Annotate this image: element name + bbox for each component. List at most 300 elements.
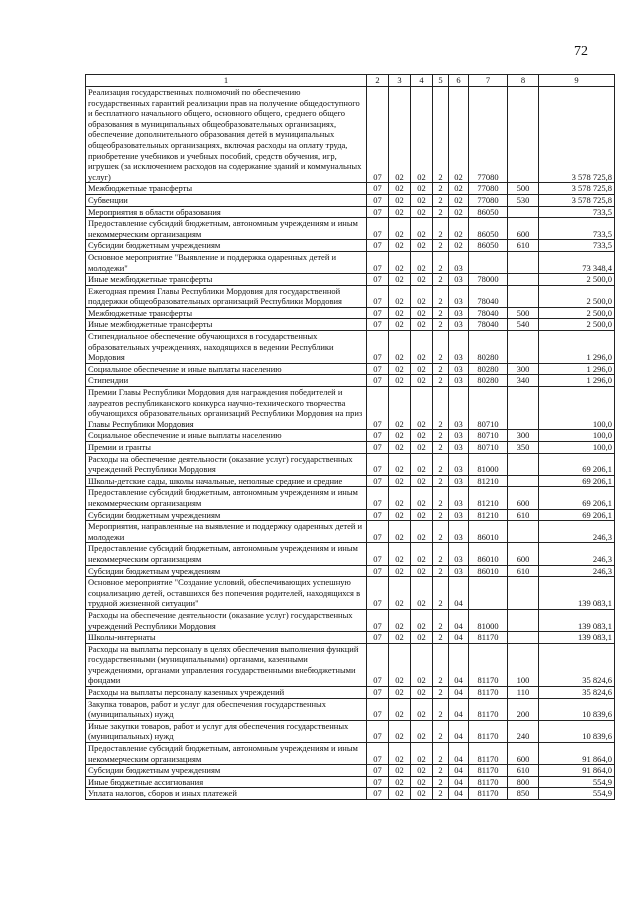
row-code-3: 02 xyxy=(389,319,411,331)
row-code-8 xyxy=(508,206,539,218)
row-code-3: 02 xyxy=(389,475,411,487)
row-code-5: 2 xyxy=(433,577,449,610)
row-code-4: 02 xyxy=(411,206,433,218)
row-amount: 100,0 xyxy=(539,430,615,442)
table-body xyxy=(86,87,615,800)
row-code-8 xyxy=(508,274,539,286)
row-code-8: 350 xyxy=(508,442,539,454)
row-code-3: 02 xyxy=(389,387,411,430)
table-row xyxy=(86,87,615,183)
row-code-7: 81170 xyxy=(469,687,508,699)
header-cell: 7 xyxy=(469,75,508,87)
row-name: Субсидии бюджетным учреждениям xyxy=(86,240,367,252)
row-code-8: 610 xyxy=(508,765,539,777)
table-row xyxy=(86,430,615,442)
row-code-7: 81170 xyxy=(469,788,508,800)
row-code-8: 610 xyxy=(508,240,539,252)
row-code-3: 02 xyxy=(389,240,411,252)
row-code-8: 600 xyxy=(508,218,539,240)
row-amount: 1 296,0 xyxy=(539,375,615,387)
row-code-4: 02 xyxy=(411,274,433,286)
table-row xyxy=(86,565,615,577)
row-code-8: 340 xyxy=(508,375,539,387)
row-code-2: 07 xyxy=(367,274,389,286)
row-code-5: 2 xyxy=(433,194,449,206)
row-code-6: 03 xyxy=(449,565,469,577)
table-row xyxy=(86,319,615,331)
row-name: Иные закупки товаров, работ и услуг для обеспечения государственных (муниципальных) нужд xyxy=(86,720,367,742)
row-name: Социальное обеспечение и иные выплаты населению xyxy=(86,363,367,375)
table-row xyxy=(86,363,615,375)
row-code-8 xyxy=(508,387,539,430)
table-row xyxy=(86,240,615,252)
row-code-6: 03 xyxy=(449,251,469,273)
row-code-3: 02 xyxy=(389,765,411,777)
row-code-6: 03 xyxy=(449,307,469,319)
row-code-7: 80280 xyxy=(469,375,508,387)
row-name: Мероприятия, направленные на выявление и поддержку одаренных детей и молодежи xyxy=(86,521,367,543)
row-code-3: 02 xyxy=(389,206,411,218)
row-code-7: 80710 xyxy=(469,387,508,430)
row-code-4: 02 xyxy=(411,521,433,543)
row-code-4: 02 xyxy=(411,475,433,487)
row-code-4: 02 xyxy=(411,387,433,430)
row-code-4: 02 xyxy=(411,609,433,631)
row-amount: 69 206,1 xyxy=(539,453,615,475)
row-code-5: 2 xyxy=(433,331,449,364)
table-row xyxy=(86,577,615,610)
row-code-6: 04 xyxy=(449,743,469,765)
row-code-2: 07 xyxy=(367,521,389,543)
row-code-3: 02 xyxy=(389,87,411,183)
row-code-6: 02 xyxy=(449,183,469,195)
row-code-4: 02 xyxy=(411,698,433,720)
row-code-2: 07 xyxy=(367,687,389,699)
row-amount: 554,9 xyxy=(539,776,615,788)
row-amount: 91 864,0 xyxy=(539,765,615,777)
row-code-7: 81210 xyxy=(469,487,508,509)
row-name: Субсидии бюджетным учреждениям xyxy=(86,565,367,577)
row-code-7: 81000 xyxy=(469,609,508,631)
row-code-3: 02 xyxy=(389,363,411,375)
table-row xyxy=(86,218,615,240)
row-code-5: 2 xyxy=(433,183,449,195)
row-code-2: 07 xyxy=(367,720,389,742)
row-code-5: 2 xyxy=(433,565,449,577)
row-code-3: 02 xyxy=(389,274,411,286)
row-code-6: 02 xyxy=(449,87,469,183)
row-code-4: 02 xyxy=(411,565,433,577)
row-code-8 xyxy=(508,251,539,273)
row-code-7: 77080 xyxy=(469,87,508,183)
row-code-4: 02 xyxy=(411,643,433,686)
row-code-7: 78040 xyxy=(469,307,508,319)
header-cell: 3 xyxy=(389,75,411,87)
row-code-6: 03 xyxy=(449,363,469,375)
row-code-4: 02 xyxy=(411,285,433,307)
row-code-3: 02 xyxy=(389,307,411,319)
row-code-5: 2 xyxy=(433,240,449,252)
row-code-7: 78000 xyxy=(469,274,508,286)
row-code-8: 600 xyxy=(508,743,539,765)
row-code-5: 2 xyxy=(433,251,449,273)
row-code-3: 02 xyxy=(389,487,411,509)
budget-table xyxy=(85,74,615,800)
row-code-3: 02 xyxy=(389,218,411,240)
row-code-5: 2 xyxy=(433,218,449,240)
row-code-5: 2 xyxy=(433,698,449,720)
row-amount: 733,5 xyxy=(539,206,615,218)
table-row xyxy=(86,720,615,742)
row-code-5: 2 xyxy=(433,788,449,800)
row-code-2: 07 xyxy=(367,285,389,307)
row-code-4: 02 xyxy=(411,430,433,442)
row-code-6: 03 xyxy=(449,487,469,509)
header-cell: 9 xyxy=(539,75,615,87)
row-code-7: 81210 xyxy=(469,475,508,487)
row-code-6: 02 xyxy=(449,206,469,218)
row-code-7: 80710 xyxy=(469,442,508,454)
row-code-2: 07 xyxy=(367,87,389,183)
row-code-3: 02 xyxy=(389,543,411,565)
row-code-6: 03 xyxy=(449,319,469,331)
row-amount: 246,3 xyxy=(539,565,615,577)
row-code-2: 07 xyxy=(367,194,389,206)
row-code-7: 86010 xyxy=(469,565,508,577)
row-code-6: 03 xyxy=(449,521,469,543)
row-code-2: 07 xyxy=(367,509,389,521)
row-amount: 100,0 xyxy=(539,387,615,430)
row-code-5: 2 xyxy=(433,743,449,765)
row-amount: 69 206,1 xyxy=(539,475,615,487)
row-code-5: 2 xyxy=(433,643,449,686)
row-code-8: 110 xyxy=(508,687,539,699)
row-code-3: 02 xyxy=(389,632,411,644)
row-code-5: 2 xyxy=(433,487,449,509)
row-amount: 246,3 xyxy=(539,543,615,565)
row-amount: 69 206,1 xyxy=(539,509,615,521)
row-amount: 2 500,0 xyxy=(539,307,615,319)
table-row xyxy=(86,765,615,777)
row-name: Премии Главы Республики Мордовия для награждения победителей и лауреатов республиканского конкурса научно-технического творчества обучающихся образовательных организаций Республики Мордовия на приз Главы Республики Мордовия xyxy=(86,387,367,430)
table-row xyxy=(86,387,615,430)
row-code-4: 02 xyxy=(411,87,433,183)
row-code-2: 07 xyxy=(367,442,389,454)
row-code-6: 03 xyxy=(449,453,469,475)
row-code-3: 02 xyxy=(389,698,411,720)
row-code-4: 02 xyxy=(411,240,433,252)
table-row xyxy=(86,453,615,475)
row-code-6: 02 xyxy=(449,240,469,252)
table-row xyxy=(86,788,615,800)
row-code-2: 07 xyxy=(367,183,389,195)
row-code-7: 81170 xyxy=(469,765,508,777)
row-code-8: 300 xyxy=(508,363,539,375)
row-code-8: 500 xyxy=(508,183,539,195)
row-code-8: 500 xyxy=(508,307,539,319)
row-code-7: 81170 xyxy=(469,643,508,686)
row-code-3: 02 xyxy=(389,521,411,543)
row-code-3: 02 xyxy=(389,643,411,686)
row-code-8 xyxy=(508,453,539,475)
row-name: Закупка товаров, работ и услуг для обеспечения государственных (муниципальных) нужд xyxy=(86,698,367,720)
row-code-5: 2 xyxy=(433,776,449,788)
table-row xyxy=(86,274,615,286)
row-name: Стипендиальное обеспечение обучающихся в государственных образовательных учреждениях, находящихся в ведении Республики Мордовия xyxy=(86,331,367,364)
row-code-4: 02 xyxy=(411,543,433,565)
row-code-6: 03 xyxy=(449,387,469,430)
row-code-2: 07 xyxy=(367,577,389,610)
row-code-7: 86050 xyxy=(469,240,508,252)
row-code-5: 2 xyxy=(433,765,449,777)
row-code-7: 81000 xyxy=(469,453,508,475)
row-name: Реализация государственных полномочий по обеспечению государственных гарантий реализации прав на получение общедоступного и бесплатного начального общего, основного общего, среднего общего образования в муниципальных общеобразовательных организациях, обеспечение дополнительного образования детей в муниципальных общеобразовательных организациях, включая расходы на оплату труда, приобретение учебников и учебных пособий, средств обучения, игр, игрушек (за исключением расходов на содержание зданий и коммунальных услуг) xyxy=(86,87,367,183)
row-code-5: 2 xyxy=(433,475,449,487)
row-code-8: 540 xyxy=(508,319,539,331)
row-amount: 2 500,0 xyxy=(539,274,615,286)
table-row xyxy=(86,194,615,206)
table-row xyxy=(86,285,615,307)
row-code-8 xyxy=(508,87,539,183)
row-code-2: 07 xyxy=(367,307,389,319)
row-code-2: 07 xyxy=(367,487,389,509)
row-code-5: 2 xyxy=(433,430,449,442)
row-name: Социальное обеспечение и иные выплаты населению xyxy=(86,430,367,442)
row-code-8: 850 xyxy=(508,788,539,800)
row-code-7 xyxy=(469,251,508,273)
row-code-2: 07 xyxy=(367,543,389,565)
row-code-6: 04 xyxy=(449,765,469,777)
row-amount: 554,9 xyxy=(539,788,615,800)
row-code-3: 02 xyxy=(389,251,411,273)
row-code-3: 02 xyxy=(389,453,411,475)
table-row xyxy=(86,375,615,387)
row-code-2: 07 xyxy=(367,387,389,430)
row-code-5: 2 xyxy=(433,453,449,475)
row-code-6: 02 xyxy=(449,218,469,240)
row-code-8: 240 xyxy=(508,720,539,742)
row-code-5: 2 xyxy=(433,285,449,307)
row-name: Премии и гранты xyxy=(86,442,367,454)
row-code-8: 800 xyxy=(508,776,539,788)
row-name: Предоставление субсидий бюджетным, автономным учреждениям и иным некоммерческим организациям xyxy=(86,543,367,565)
row-name: Расходы на обеспечение деятельности (оказание услуг) государственных учреждений Республики Мордовия xyxy=(86,609,367,631)
row-code-4: 02 xyxy=(411,331,433,364)
row-code-2: 07 xyxy=(367,632,389,644)
row-code-8: 610 xyxy=(508,509,539,521)
row-code-3: 02 xyxy=(389,442,411,454)
row-code-7: 80710 xyxy=(469,430,508,442)
row-code-2: 07 xyxy=(367,218,389,240)
row-amount: 91 864,0 xyxy=(539,743,615,765)
row-code-2: 07 xyxy=(367,363,389,375)
row-code-7: 81170 xyxy=(469,698,508,720)
row-code-6: 03 xyxy=(449,543,469,565)
row-code-8: 300 xyxy=(508,430,539,442)
row-code-4: 02 xyxy=(411,363,433,375)
row-code-4: 02 xyxy=(411,577,433,610)
header-row xyxy=(86,75,615,87)
row-code-2: 07 xyxy=(367,609,389,631)
row-code-6: 03 xyxy=(449,274,469,286)
row-name: Школы-детские сады, школы начальные, неполные средние и средние xyxy=(86,475,367,487)
row-code-8 xyxy=(508,285,539,307)
row-code-6: 03 xyxy=(449,509,469,521)
row-code-2: 07 xyxy=(367,430,389,442)
row-code-2: 07 xyxy=(367,475,389,487)
row-name: Субвенции xyxy=(86,194,367,206)
row-code-6: 03 xyxy=(449,375,469,387)
table-row xyxy=(86,643,615,686)
row-name: Предоставление субсидий бюджетным, автономным учреждениям и иным некоммерческим организациям xyxy=(86,743,367,765)
row-amount: 733,5 xyxy=(539,240,615,252)
row-amount: 35 824,6 xyxy=(539,643,615,686)
row-code-3: 02 xyxy=(389,375,411,387)
header-cell: 8 xyxy=(508,75,539,87)
row-code-4: 02 xyxy=(411,687,433,699)
row-amount: 10 839,6 xyxy=(539,698,615,720)
row-code-6: 04 xyxy=(449,609,469,631)
row-code-7: 77080 xyxy=(469,183,508,195)
table-row xyxy=(86,698,615,720)
row-amount: 1 296,0 xyxy=(539,363,615,375)
row-amount: 1 296,0 xyxy=(539,331,615,364)
row-code-3: 02 xyxy=(389,183,411,195)
row-code-2: 07 xyxy=(367,743,389,765)
row-name: Расходы на обеспечение деятельности (оказание услуг) государственных учреждений Республики Мордовия xyxy=(86,453,367,475)
row-code-4: 02 xyxy=(411,743,433,765)
row-amount: 69 206,1 xyxy=(539,487,615,509)
row-name: Субсидии бюджетным учреждениям xyxy=(86,765,367,777)
table-row xyxy=(86,743,615,765)
table-row xyxy=(86,487,615,509)
row-code-4: 02 xyxy=(411,183,433,195)
row-code-7: 86050 xyxy=(469,218,508,240)
row-code-4: 02 xyxy=(411,307,433,319)
row-name: Ежегодная премия Главы Республики Мордовия для государственной поддержки общеобразовательных организаций Республики Мордовия xyxy=(86,285,367,307)
table-row xyxy=(86,206,615,218)
row-code-8: 530 xyxy=(508,194,539,206)
row-code-5: 2 xyxy=(433,521,449,543)
table-row xyxy=(86,543,615,565)
row-code-3: 02 xyxy=(389,743,411,765)
row-amount: 3 578 725,8 xyxy=(539,194,615,206)
row-code-2: 07 xyxy=(367,643,389,686)
row-code-8: 200 xyxy=(508,698,539,720)
row-amount: 3 578 725,8 xyxy=(539,183,615,195)
row-code-4: 02 xyxy=(411,375,433,387)
row-code-6: 04 xyxy=(449,776,469,788)
header-cell: 1 xyxy=(86,75,367,87)
table-row xyxy=(86,251,615,273)
row-code-8: 610 xyxy=(508,565,539,577)
row-code-3: 02 xyxy=(389,430,411,442)
row-code-2: 07 xyxy=(367,765,389,777)
row-code-5: 2 xyxy=(433,307,449,319)
row-code-2: 07 xyxy=(367,331,389,364)
row-amount: 73 348,4 xyxy=(539,251,615,273)
row-code-4: 02 xyxy=(411,509,433,521)
table-row xyxy=(86,307,615,319)
table-row xyxy=(86,442,615,454)
row-code-2: 07 xyxy=(367,788,389,800)
row-code-2: 07 xyxy=(367,375,389,387)
row-name: Мероприятия в области образования xyxy=(86,206,367,218)
row-name: Основное мероприятие "Выявление и поддержка одаренных детей и молодежи" xyxy=(86,251,367,273)
row-name: Основное мероприятие "Создание условий, обеспечивающих успешную социализацию детей, оставшихся без попечения родителей, находящихся в трудной жизненной ситуации" xyxy=(86,577,367,610)
row-code-8 xyxy=(508,632,539,644)
row-code-7: 78040 xyxy=(469,285,508,307)
row-code-6: 02 xyxy=(449,194,469,206)
table-row xyxy=(86,331,615,364)
row-code-5: 2 xyxy=(433,720,449,742)
row-name: Иные бюджетные ассигнования xyxy=(86,776,367,788)
row-code-2: 07 xyxy=(367,319,389,331)
row-code-7: 77080 xyxy=(469,194,508,206)
row-code-7: 81170 xyxy=(469,776,508,788)
row-code-6: 04 xyxy=(449,720,469,742)
row-code-2: 07 xyxy=(367,698,389,720)
row-code-6: 04 xyxy=(449,687,469,699)
row-code-8 xyxy=(508,331,539,364)
row-code-7: 81170 xyxy=(469,743,508,765)
row-code-8 xyxy=(508,577,539,610)
row-name: Уплата налогов, сборов и иных платежей xyxy=(86,788,367,800)
row-code-4: 02 xyxy=(411,720,433,742)
row-code-4: 02 xyxy=(411,776,433,788)
row-code-5: 2 xyxy=(433,442,449,454)
table-row xyxy=(86,509,615,521)
row-code-3: 02 xyxy=(389,565,411,577)
row-code-3: 02 xyxy=(389,776,411,788)
table-row xyxy=(86,475,615,487)
row-amount: 139 083,1 xyxy=(539,577,615,610)
row-code-7: 86010 xyxy=(469,521,508,543)
row-code-4: 02 xyxy=(411,765,433,777)
row-name: Иные межбюджетные трансферты xyxy=(86,319,367,331)
row-code-2: 07 xyxy=(367,240,389,252)
row-code-2: 07 xyxy=(367,251,389,273)
row-code-2: 07 xyxy=(367,776,389,788)
row-amount: 2 500,0 xyxy=(539,285,615,307)
row-code-8: 100 xyxy=(508,643,539,686)
row-code-6: 04 xyxy=(449,698,469,720)
row-code-5: 2 xyxy=(433,387,449,430)
row-code-3: 02 xyxy=(389,194,411,206)
row-code-7 xyxy=(469,577,508,610)
row-code-8 xyxy=(508,609,539,631)
row-code-5: 2 xyxy=(433,543,449,565)
row-code-7: 86050 xyxy=(469,206,508,218)
row-code-4: 02 xyxy=(411,487,433,509)
row-amount: 2 500,0 xyxy=(539,319,615,331)
page-number: 72 xyxy=(574,44,588,59)
row-amount: 246,3 xyxy=(539,521,615,543)
table-row xyxy=(86,183,615,195)
row-code-7: 80280 xyxy=(469,331,508,364)
row-code-7: 81170 xyxy=(469,720,508,742)
table-row xyxy=(86,776,615,788)
row-code-2: 07 xyxy=(367,453,389,475)
row-code-6: 04 xyxy=(449,632,469,644)
row-code-5: 2 xyxy=(433,87,449,183)
row-code-7: 80280 xyxy=(469,363,508,375)
row-code-8: 600 xyxy=(508,543,539,565)
row-name: Стипендии xyxy=(86,375,367,387)
table-row xyxy=(86,609,615,631)
row-code-4: 02 xyxy=(411,788,433,800)
header-cell: 6 xyxy=(449,75,469,87)
